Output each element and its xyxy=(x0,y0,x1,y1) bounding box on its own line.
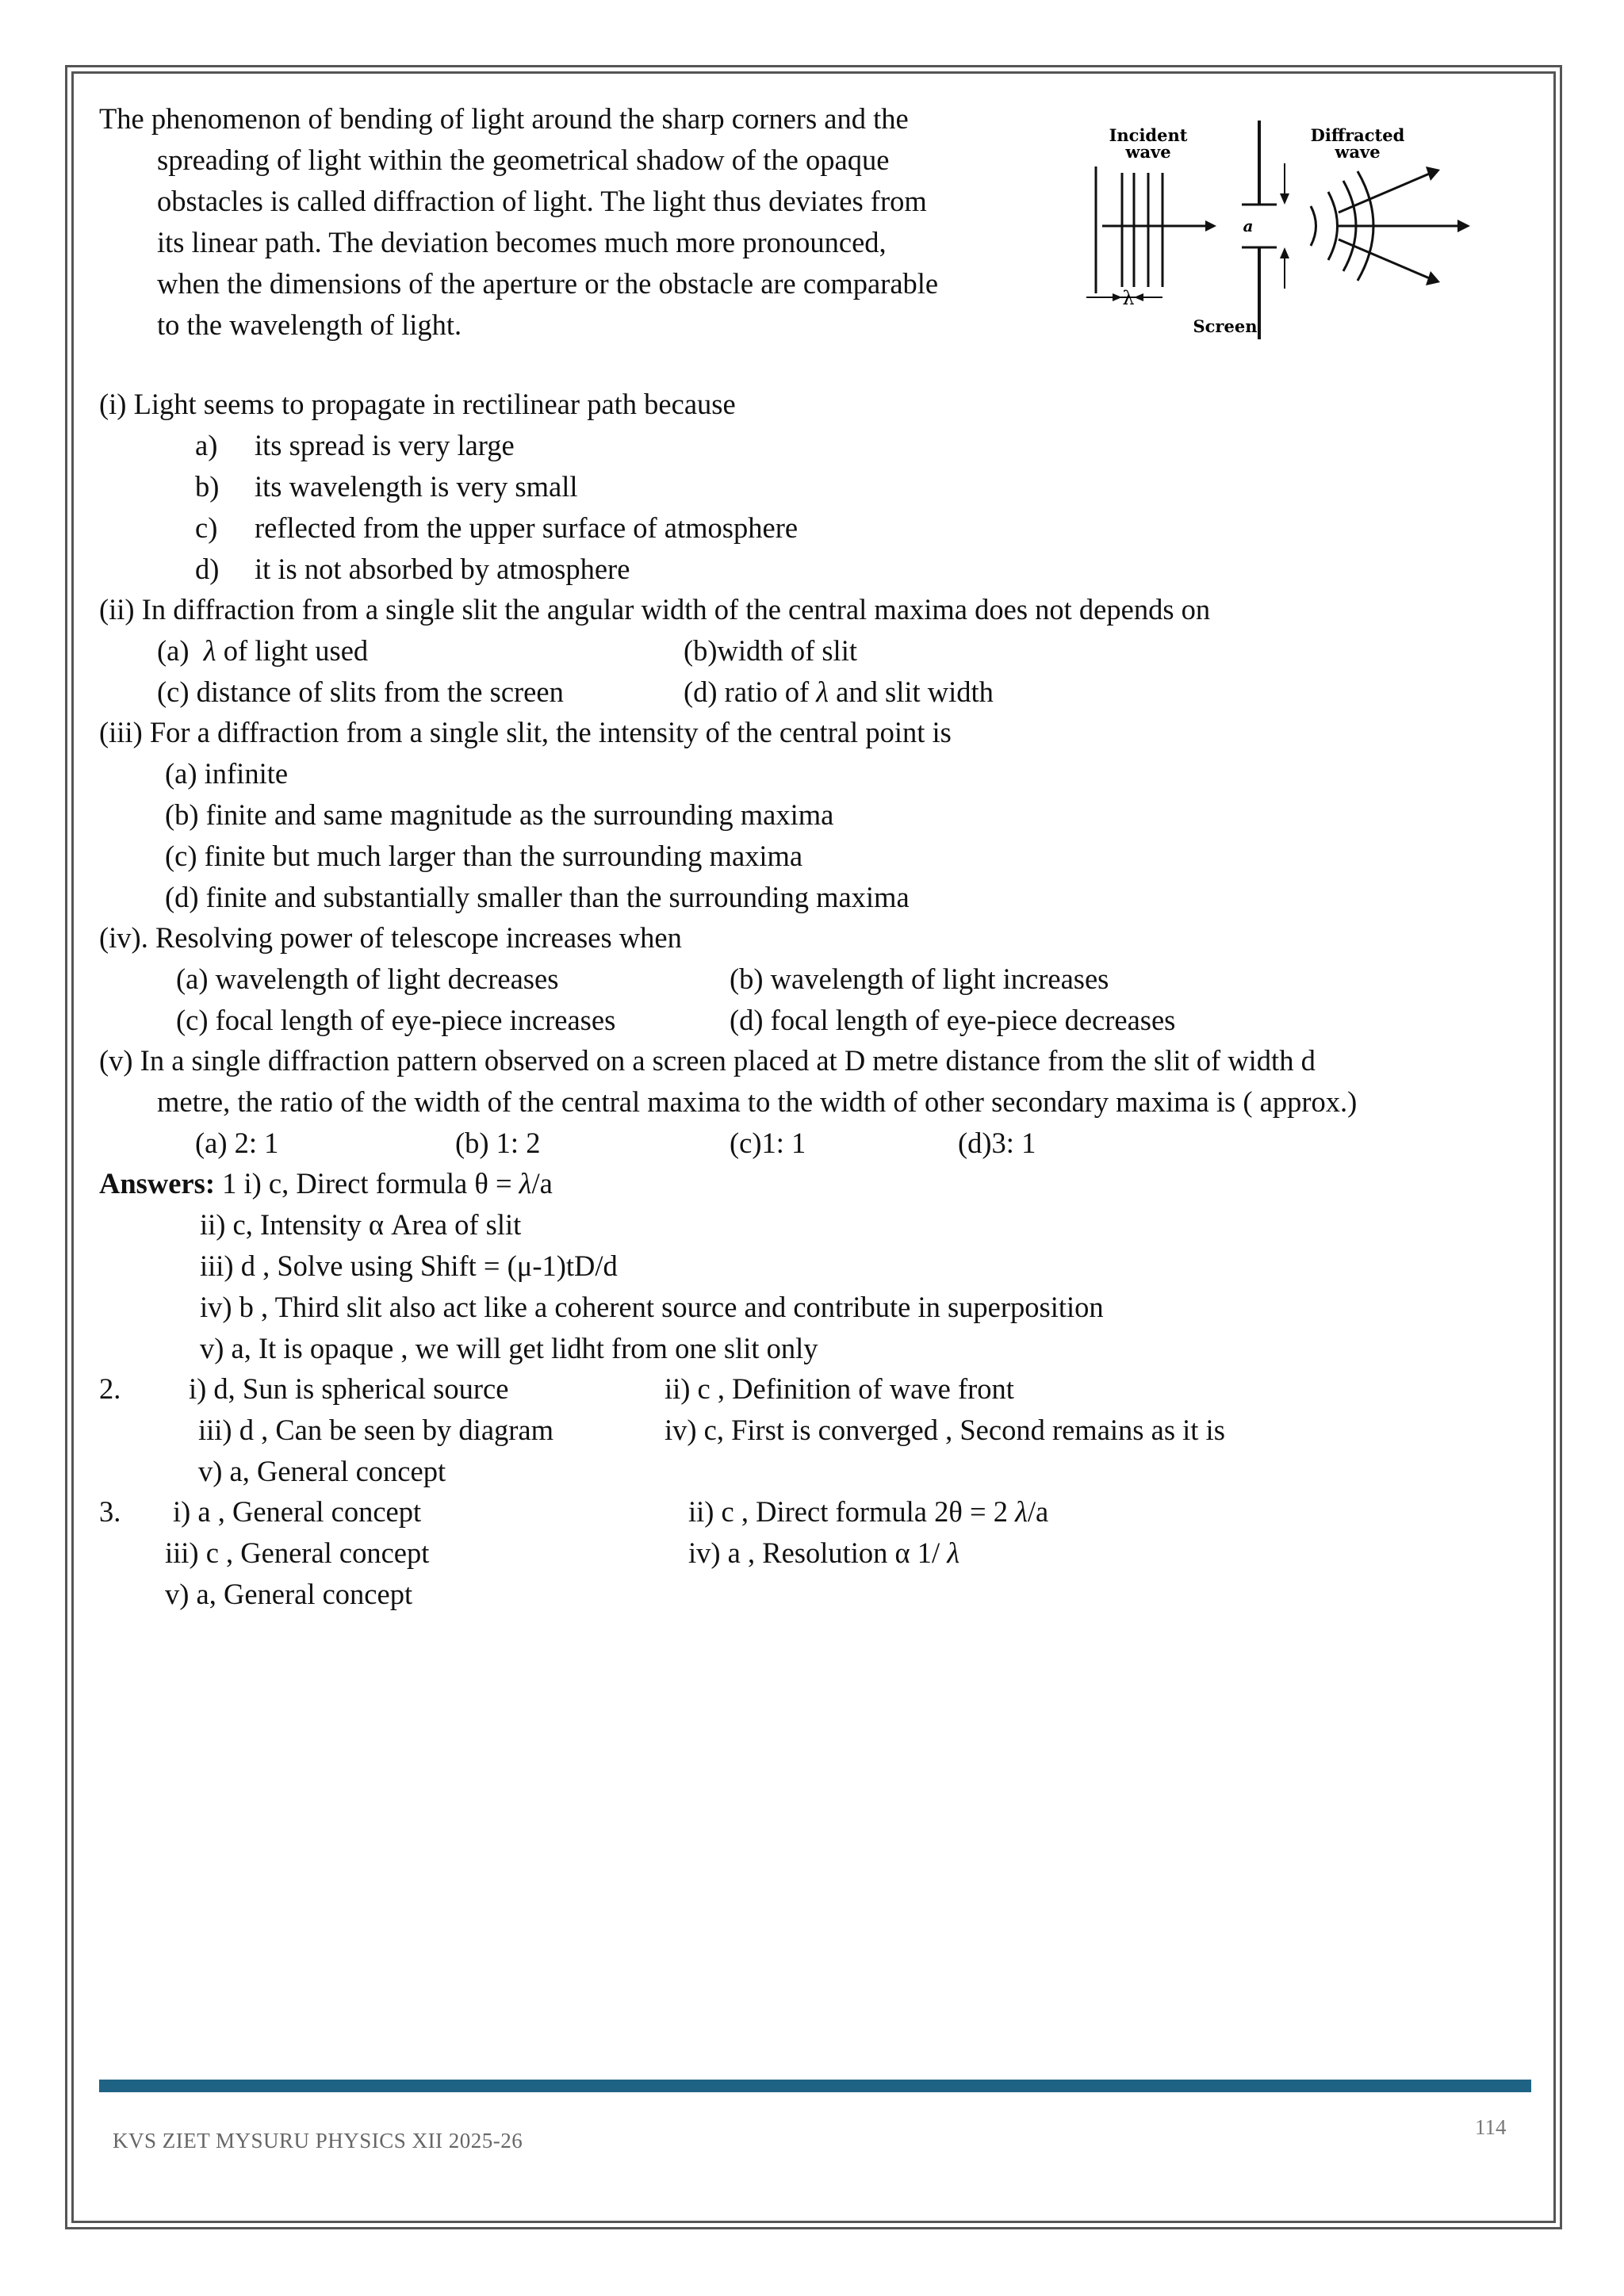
option-a: (a) λ of light used xyxy=(157,634,369,667)
answers-heading: Answers: xyxy=(99,1167,215,1200)
answer-line: ii) c , Direct formula 2θ = 2 λ/a xyxy=(688,1495,1049,1528)
option-d: (d) ratio of λ and slit width xyxy=(684,675,994,708)
option-a: (a) infinite xyxy=(165,757,289,790)
answer-line: iv) b , Third slit also act like a coherent source and contribute in superposition xyxy=(200,1291,1104,1323)
question-5-stem-line2: metre, the ratio of the width of the central maxima to the width of other secondary maxima is ( approx.) xyxy=(157,1085,1358,1118)
question-4-stem: (iv). Resolving power of telescope increases when xyxy=(99,921,682,954)
answer-line: iv) a , Resolution α 1/ λ xyxy=(688,1536,960,1569)
intro-line: to the wavelength of light. xyxy=(157,308,462,341)
option-text: reflected from the upper surface of atmosphere xyxy=(255,511,799,544)
answer-line: i) a , General concept xyxy=(173,1495,422,1528)
diffracted-arrows xyxy=(1339,173,1459,279)
intro-line: its linear path. The deviation becomes much more pronounced, xyxy=(157,226,887,258)
option-a: (a) wavelength of light decreases xyxy=(176,962,559,995)
diffracted-label-line1: Diffracted xyxy=(1310,125,1405,145)
answers-set-1-line-1: Answers: 1 i) c, Direct formula θ = λ/a xyxy=(99,1167,553,1200)
answer-line: iii) c , General concept xyxy=(165,1536,430,1569)
answer-line: iii) d , Can be seen by diagram xyxy=(198,1414,554,1446)
question-5-stem-line1: (v) In a single diffraction pattern observed on a screen placed at D metre distance from the slit of width d xyxy=(99,1044,1316,1077)
option-c: (c) finite but much larger than the surrounding maxima xyxy=(165,840,803,872)
option-key: d) xyxy=(195,553,220,585)
lambda-label: λ xyxy=(1122,287,1135,309)
answer-line: iv) c, First is converged , Second remains as it is xyxy=(665,1414,1225,1446)
question-1-stem: (i) Light seems to propagate in rectilinear path because xyxy=(99,388,736,420)
option-c: (c) focal length of eye-piece increases xyxy=(176,1004,616,1036)
incident-wavefronts xyxy=(1096,166,1162,293)
option-key: a) xyxy=(195,429,218,461)
answer-line: v) a, General concept xyxy=(165,1578,413,1610)
answer-line: i) d, Sun is spherical source xyxy=(189,1372,509,1405)
option-text: its spread is very large xyxy=(255,429,515,461)
intro-line: obstacles is called diffraction of light. The light thus deviates from xyxy=(157,185,927,217)
footer-text: KVS ZIET MYSURU PHYSICS XII 2025-26 xyxy=(113,2129,523,2152)
intro-line: The phenomenon of bending of light around the sharp corners and the xyxy=(99,102,909,135)
incident-label-line2: wave xyxy=(1125,142,1171,162)
footer-bar xyxy=(99,2080,1531,2092)
option-key: b) xyxy=(195,470,220,503)
option-d: (d) focal length of eye-piece decreases xyxy=(730,1004,1176,1036)
option-text: its wavelength is very small xyxy=(255,470,578,503)
slit-width-label: a xyxy=(1243,216,1254,235)
answer-line: iii) d , Solve using Shift = (μ-1)tD/d xyxy=(200,1249,618,1282)
option-b: (b) 1: 2 xyxy=(455,1127,541,1159)
option-c: (c)1: 1 xyxy=(730,1127,806,1159)
question-2-stem: (ii) In diffraction from a single slit the angular width of the central maxima does not depends on xyxy=(99,593,1211,626)
diffracted-label-line2: wave xyxy=(1335,142,1381,162)
intro-line: spreading of light within the geometrical shadow of the opaque xyxy=(157,144,890,176)
option-d: (d)3: 1 xyxy=(958,1127,1036,1159)
option-b: (b) wavelength of light increases xyxy=(730,962,1109,995)
question-3-stem: (iii) For a diffraction from a single slit, the intensity of the central point is xyxy=(99,716,952,748)
option-b: (b) finite and same magnitude as the surrounding maxima xyxy=(165,798,834,831)
option-c: (c) distance of slits from the screen xyxy=(157,675,564,708)
option-a: (a) 2: 1 xyxy=(195,1127,279,1159)
answer-line: v) a, General concept xyxy=(198,1455,446,1487)
answer-line: ii) c , Definition of wave front xyxy=(665,1372,1014,1405)
answer-line: ii) c, Intensity α Area of slit xyxy=(200,1208,522,1241)
page-number: 114 xyxy=(1475,2115,1507,2139)
intro-line: when the dimensions of the aperture or the obstacle are comparable xyxy=(157,267,939,300)
answer-line: v) a, It is opaque , we will get lidht from one slit only xyxy=(200,1332,818,1364)
answers-set-2-number: 2. xyxy=(99,1372,121,1405)
diffraction-diagram xyxy=(1086,111,1483,349)
option-d: (d) finite and substantially smaller than the surrounding maxima xyxy=(165,881,910,913)
option-text: it is not absorbed by atmosphere xyxy=(255,553,630,585)
screen-label: Screen xyxy=(1193,316,1258,336)
option-key: c) xyxy=(195,511,218,544)
incident-label-line1: Incident xyxy=(1109,125,1188,145)
option-b: (b)width of slit xyxy=(684,634,857,667)
answers-set-3-number: 3. xyxy=(99,1495,121,1528)
